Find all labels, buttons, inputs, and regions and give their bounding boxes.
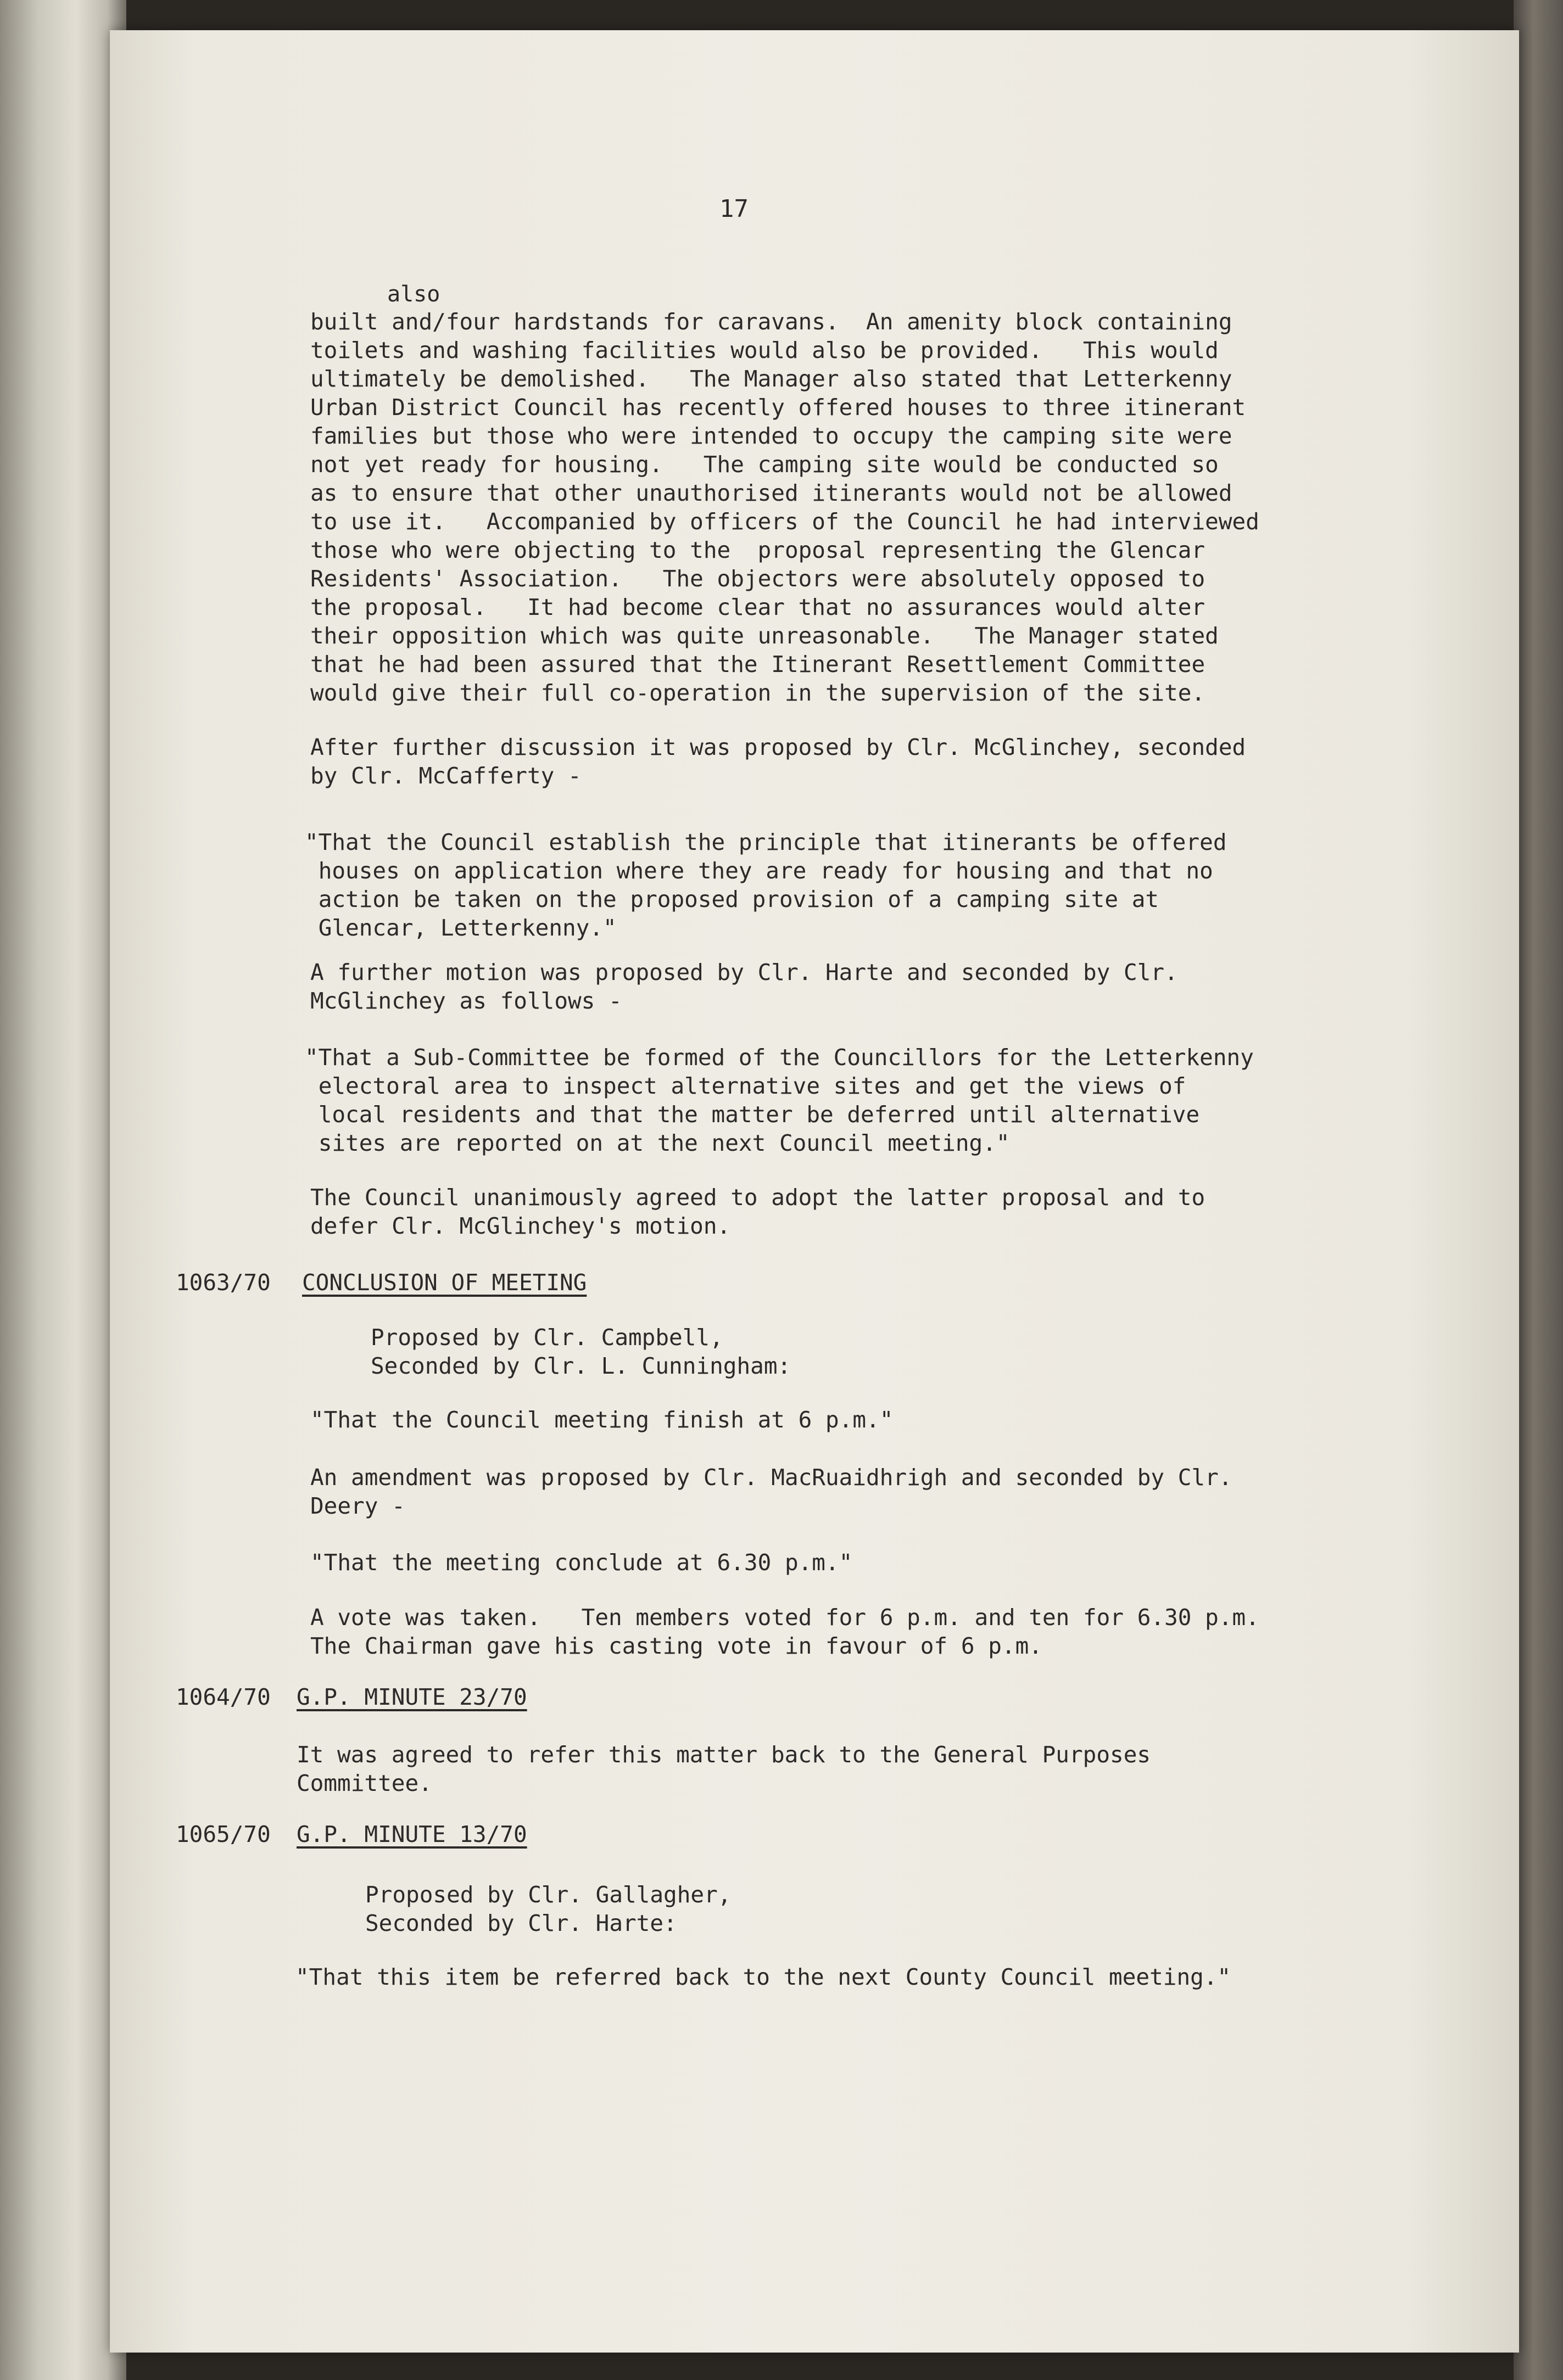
- text-line: Residents' Association. The objectors were absolutely opposed to: [310, 565, 1205, 592]
- text-line: It was agreed to refer this matter back to the General Purposes: [297, 1741, 1151, 1768]
- text-line: After further discussion it was proposed by Clr. McGlinchey, seconded: [310, 734, 1246, 760]
- text-line: those who were objecting to the proposal representing the Glencar: [310, 537, 1205, 563]
- motion-quote-2: [305, 1043, 1458, 1157]
- text-line: would give their full co-operation in the supervision of the site.: [310, 680, 1205, 706]
- text-line: by Clr. McCafferty -: [310, 763, 582, 789]
- text-line: Deery -: [310, 1493, 405, 1519]
- text-line: Seconded by Clr. L. Cunningham:: [371, 1353, 791, 1379]
- page-stack-edge: [1514, 0, 1563, 2380]
- minute-title: G.P. MINUTE 23/70: [297, 1684, 527, 1710]
- document-page: [110, 30, 1519, 2353]
- paragraph-vote: [310, 1603, 1453, 1660]
- motion-quote: [310, 1405, 1453, 1434]
- text-line: built and/four hardstands for caravans. An amenity block containing: [310, 309, 1232, 335]
- paragraph-camping-site: [310, 307, 1453, 707]
- paragraph-amendment: [310, 1463, 1453, 1520]
- text-line: A further motion was proposed by Clr. Harte and seconded by Clr.: [310, 959, 1178, 985]
- text-line: Seconded by Clr. Harte:: [365, 1910, 677, 1936]
- text-line: "That this item be referred back to the next County Council meeting.": [295, 1964, 1231, 1990]
- text-line: local residents and that the matter be deferred until alternative: [305, 1101, 1200, 1128]
- text-line: McGlinchey as follows -: [310, 988, 622, 1014]
- book-binding: [0, 0, 126, 2380]
- text-line: Proposed by Clr. Gallagher,: [365, 1881, 732, 1908]
- text-line: The Council unanimously agreed to adopt the latter proposal and to: [310, 1184, 1205, 1211]
- handwritten-insertion: also: [387, 282, 440, 307]
- text-line: that he had been assured that the Itinerant Resettlement Committee: [310, 651, 1205, 677]
- motion-quote: [295, 1963, 1476, 1991]
- text-line: defer Clr. McGlinchey's motion.: [310, 1213, 731, 1239]
- motion-quote-1: [305, 828, 1458, 942]
- minute-title: CONCLUSION OF MEETING: [302, 1269, 587, 1296]
- proposer-block: [365, 1880, 1354, 1937]
- paragraph-further-motion: [310, 958, 1453, 1015]
- text-line: Urban District Council has recently offered houses to three itinerant: [310, 394, 1246, 421]
- text-line: Glencar, Letterkenny.": [305, 915, 617, 941]
- text-line: to use it. Accompanied by officers of the Council he had interviewed: [310, 508, 1259, 535]
- paragraph-proposal: [310, 733, 1453, 790]
- text-line: Committee.: [297, 1770, 432, 1796]
- text-line: as to ensure that other unauthorised itinerants would not be allowed: [310, 480, 1232, 506]
- text-line: action be taken on the proposed provision of a camping site at: [305, 886, 1159, 912]
- minute-number: 1064/70: [176, 1684, 271, 1710]
- text-line: "That the Council establish the principle that itinerants be offered: [305, 829, 1227, 855]
- minute-number: 1063/70: [176, 1269, 271, 1296]
- text-line: A vote was taken. Ten members voted for 6 p.m. and ten for 6.30 p.m.: [310, 1604, 1259, 1631]
- text-line: "That the Council meeting finish at 6 p.m.": [310, 1407, 894, 1433]
- text-line: toilets and washing facilities would also be provided. This would: [310, 337, 1219, 363]
- paragraph-refer-back: [297, 1740, 1439, 1797]
- text-line: their opposition which was quite unreasonable. The Manager stated: [310, 623, 1219, 649]
- text-line: not yet ready for housing. The camping site would be conducted so: [310, 451, 1219, 478]
- text-line: the proposal. It had become clear that no assurances would alter: [310, 594, 1205, 620]
- text-line: sites are reported on at the next Council meeting.": [305, 1130, 1010, 1156]
- text-line: houses on application where they are ready for housing and that no: [305, 858, 1213, 884]
- amendment-quote: [310, 1548, 1453, 1577]
- text-line: ultimately be demolished. The Manager also stated that Letterkenny: [310, 366, 1232, 392]
- page-number: 17: [719, 195, 749, 223]
- minute-title: G.P. MINUTE 13/70: [297, 1821, 527, 1847]
- text-line: An amendment was proposed by Clr. MacRuaidhrigh and seconded by Clr.: [310, 1464, 1232, 1491]
- text-line: The Chairman gave his casting vote in favour of 6 p.m.: [310, 1633, 1042, 1659]
- text-line: "That the meeting conclude at 6.30 p.m.": [310, 1549, 853, 1576]
- minute-number: 1065/70: [176, 1821, 271, 1847]
- page-content: [110, 30, 1519, 2353]
- paragraph-agreed: [310, 1183, 1453, 1240]
- proposer-block: [371, 1323, 1359, 1380]
- text-line: "That a Sub-Committee be formed of the Councillors for the Letterkenny: [305, 1044, 1254, 1071]
- text-line: Proposed by Clr. Campbell,: [371, 1324, 723, 1351]
- text-line: families but those who were intended to occupy the camping site were: [310, 423, 1232, 449]
- text-line: electoral area to inspect alternative sites and get the views of: [305, 1073, 1186, 1099]
